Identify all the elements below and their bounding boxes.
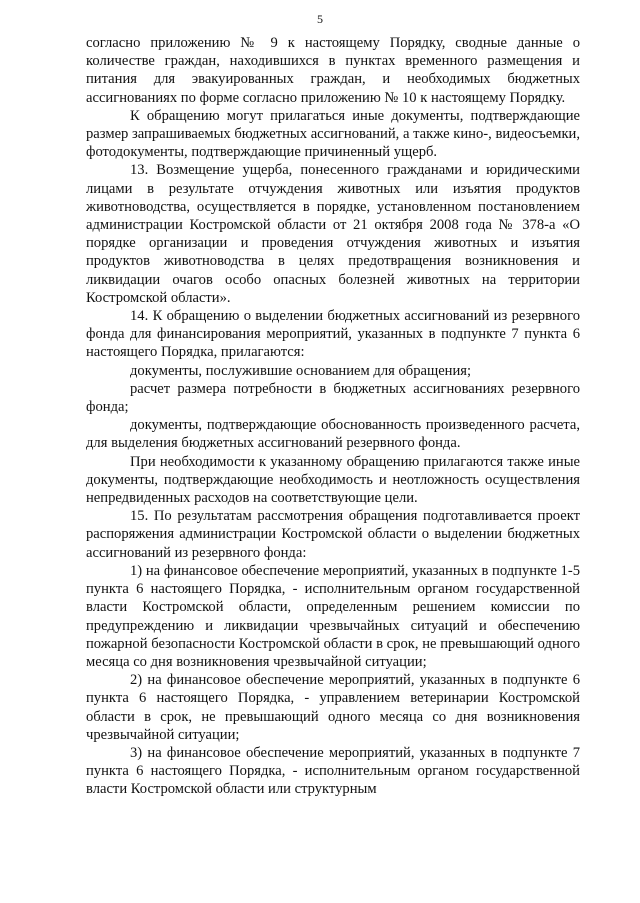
paragraph-14-item-calculation: расчет размера потребности в бюджетных ассигнованиях резервного фонда; (86, 380, 580, 416)
page-number: 5 (317, 12, 323, 26)
paragraph-attachments: К обращению могут прилагаться иные документы, подтверждающие размер запрашиваемых бюджетных ассигнований, а также кино-, видеосъемки, фотодокументы, подтверждающие причиненный ущерб. (86, 107, 580, 161)
paragraph-15-item-3: 3) на финансовое обеспечение мероприятий, указанных в подпункте 7 пункта 6 настоящего Порядка, - исполнительным органом государственной власти Костромской области или структурным (86, 744, 580, 798)
document-body (86, 34, 580, 799)
paragraph-14: 14. К обращению о выделении бюджетных ассигнований из резервного фонда для финансирования мероприятий, указанных в подпункте 7 пункта 6 настоящего Порядка, прилагаются: (86, 308, 580, 361)
paragraph-14-item-documents: документы, послужившие основанием для обращения; (130, 362, 472, 379)
paragraph-15-item-1: 1) на финансовое обеспечение мероприятий, указанных в подпункте 1-5 пункта 6 настоящего Порядка, - исполнительным органом государственной власти Костромской области, определенным решением комиссии по предупреждению и ликвидации чрезвычайных ситуаций и обеспечению пожарной безопасности Костромской области в срок, не превышающий одного месяца со дня возникновения чрезвычайной ситуации; (86, 562, 580, 670)
paragraph-14-additional: При необходимости к указанному обращению прилагаются также иные документы, подтверждающие необходимость и неотложность осуществления непредвиденных расходов на соответствующие цели. (86, 453, 580, 507)
paragraph-continuation: согласно приложению № 9 к настоящему Порядку, сводные данные о количестве граждан, находившихся в пунктах временного размещения и питания для эвакуированных граждан, и необходимых бюджетных ассигнованиях по форме согласно приложению № 10 к настоящему Порядку. (86, 35, 580, 106)
paragraph-13: 13. Возмещение ущерба, понесенного гражданами и юридическими лицами в результате отчуждения животных или изъятия продуктов животноводства, осуществляется в порядке, установленном постановлением администрации Костромской области от 21 октября 2008 года № 378-а «О порядке организации и проведения отчуждения животных и изъятия продуктов животноводства в целях предотвращения возникновения и ликвидации очагов особо опасных болезней животных на территории Костромской области». (86, 162, 580, 306)
paragraph-15-item-2: 2) на финансовое обеспечение мероприятий, указанных в подпункте 6 пункта 6 настоящего Порядка, - управлением ветеринарии Костромской области в срок, не превышающий одного месяца со дня возникновения чрезвычайной ситуации; (86, 672, 580, 743)
paragraph-14-item-justification: документы, подтверждающие обоснованность произведенного расчета, для выделения бюджетных ассигнований резервного фонда. (86, 417, 580, 452)
paragraph-15: 15. По результатам рассмотрения обращения подготавливается проект распоряжения администрации Костромской области о выделении бюджетных ассигнований из резервного фонда: (86, 508, 580, 561)
